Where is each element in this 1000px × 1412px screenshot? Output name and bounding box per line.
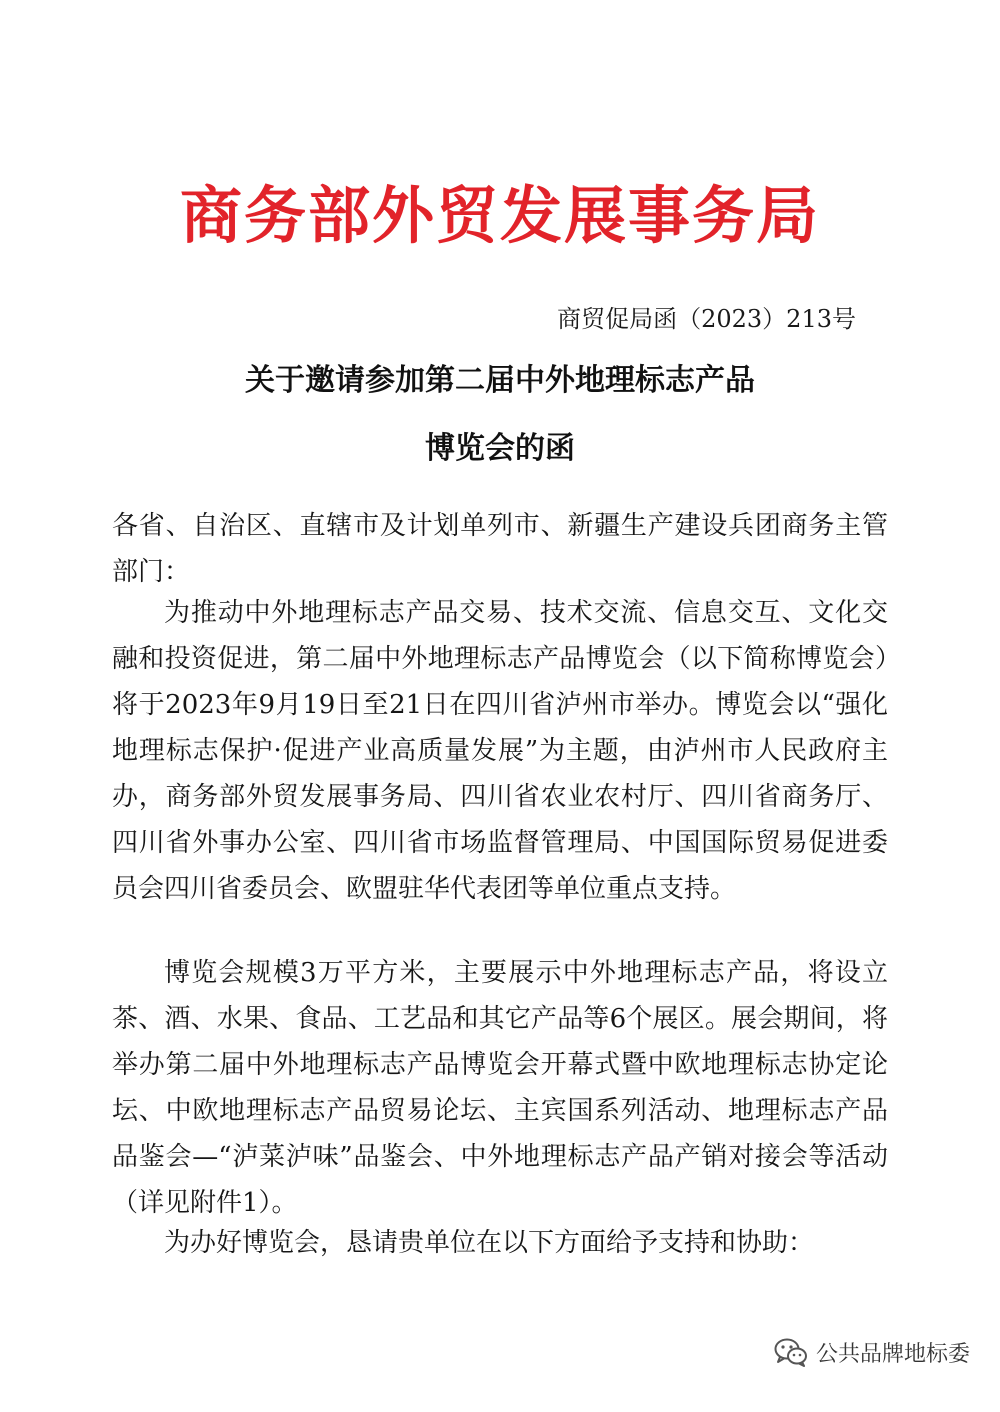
document-number: 商贸促局函（2023）213号: [557, 305, 856, 333]
wechat-watermark: [774, 1332, 970, 1372]
salutation: 各省、自治区、直辖市及计划单列市、新疆生产建设兵团商务主管部门：: [112, 511, 888, 587]
document-title-line-2: 博览会的函: [425, 431, 575, 466]
paragraph-1: 为推动中外地理标志产品交易、技术交流、信息交互、文化交融和投资促进，第二届中外地理标志产品博览会（以下简称博览会）将于2023年9月19日至21日在四川省泸州市举办。博览会以“强化地理标志保护·促进产业高质量发展”为主题，由泸州市人民政府主办，商务部外贸发展事务局、四川省农业农村厅、四川省商务厅、四川省外事办公室、四川省市场监督管理局、中国国际贸易促进委员会四川省委员会、欧盟驻华代表团等单位重点支持。: [112, 598, 888, 904]
wechat-icon: [774, 1337, 808, 1367]
watermark-text: 公共品牌地标委: [815, 1341, 970, 1367]
paragraph-3: 为办好博览会，恳请贵单位在以下方面给予支持和协助：: [164, 1228, 815, 1258]
paragraph-2: 博览会规模3万平方米，主要展示中外地理标志产品，将设立茶、酒、水果、食品、工艺品和其它产品等6个展区。展会期间，将举办第二届中外地理标志产品博览会开幕式暨中欧地理标志协定论坛、中欧地理标志产品贸易论坛、主宾国系列活动、地理标志产品品鉴会—“泸菜泸味”品鉴会、中外地理标志产品产销对接会等活动（详见附件1）。: [112, 958, 888, 1218]
document-title-line-1: 关于邀请参加第二届中外地理标志产品: [245, 363, 755, 398]
letterhead-title: 商务部外贸发展事务局: [179, 179, 820, 252]
